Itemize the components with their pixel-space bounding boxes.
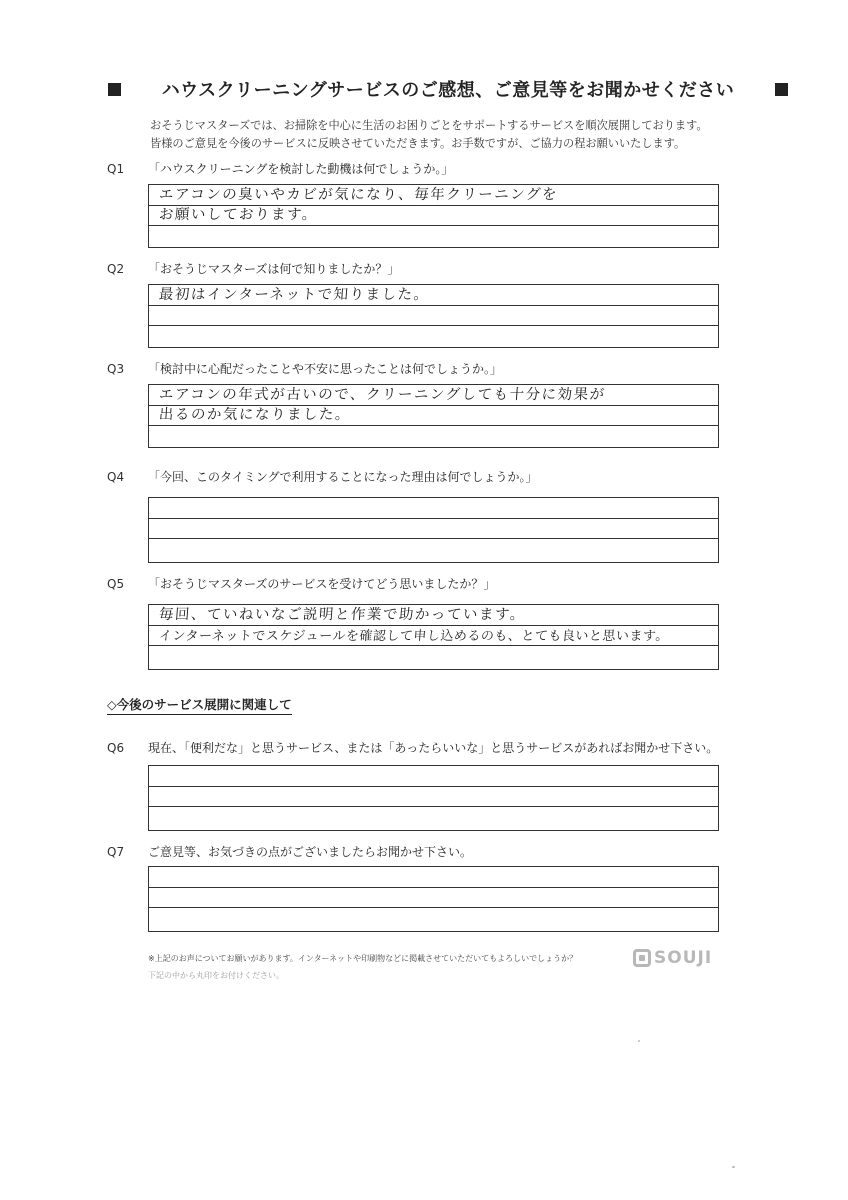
answer-box[interactable] <box>148 866 719 932</box>
answer-box[interactable] <box>148 384 719 448</box>
answer-box[interactable] <box>148 604 719 670</box>
question-label: Q6 <box>107 741 125 755</box>
scan-speck <box>732 1166 735 1168</box>
answer-line <box>149 498 718 519</box>
intro-line: 皆様のご意見を今後のサービスに反映させていただきます。お手数ですが、ご協力の程お願いいたします。 <box>150 137 686 150</box>
intro-line: おそうじマスターズでは、お掃除を中心に生活のお困りごとをサポートするサービスを順次展開しております。 <box>150 119 708 132</box>
square-bullet-icon <box>775 83 788 96</box>
square-bullet-icon <box>108 83 121 96</box>
handwritten-answer: インターネットでスケジュールを確認して申し込めるのも、とても良いと思います。 <box>158 629 670 644</box>
question-text: 「おそうじマスターズのサービスを受けてどう思いましたか？」 <box>148 577 496 591</box>
footnote-line: ※上記のお声についてお願いがあります。インターネットや印刷物などに掲載させていただいてもよろしいでしょうか？ <box>148 954 578 963</box>
answer-line <box>149 867 718 888</box>
answer-line <box>149 626 718 647</box>
company-logo <box>633 946 725 970</box>
answer-line <box>149 646 718 667</box>
answer-line <box>149 519 718 540</box>
footnote <box>148 950 628 984</box>
answer-box[interactable] <box>148 497 719 563</box>
question-text: 現在、「便利だな」と思うサービス、または「あったらいいな」と思うサービスがあればお聞かせ下さい。 <box>148 741 719 755</box>
answer-line <box>149 206 718 227</box>
answer-line <box>149 326 718 347</box>
answer-line <box>149 285 718 306</box>
answer-box[interactable] <box>148 184 719 248</box>
answer-line <box>149 605 718 626</box>
question-text: ご意見等、お気づきの点がございましたらお聞かせ下さい。 <box>148 845 473 859</box>
question-label: Q1 <box>107 162 125 176</box>
form-title <box>108 76 788 102</box>
answer-line <box>149 908 718 929</box>
intro-text <box>150 117 790 153</box>
answer-line <box>149 306 718 327</box>
question-text: 「ハウスクリーニングを検討した動機は何でしょうか。」 <box>148 162 454 176</box>
question-text: 「検討中に心配だったことや不安に思ったことは何でしょうか。」 <box>148 362 503 376</box>
answer-line <box>149 406 718 427</box>
answer-box[interactable] <box>148 284 719 348</box>
title-text: ハウスクリーニングサービスのご感想、ご意見等をお聞かせください <box>161 80 735 101</box>
handwritten-answer: エアコンの臭いやカビが気になり、毎年クリーニングを <box>158 186 559 203</box>
footnote-line: 下記の中から丸印をお付けください。 <box>148 971 284 980</box>
question-label: Q5 <box>107 577 125 591</box>
answer-line <box>149 807 718 828</box>
answer-line <box>149 539 718 560</box>
answer-line <box>149 766 718 787</box>
handwritten-answer: 出るのか気になりました。 <box>158 407 352 423</box>
question-label: Q3 <box>107 362 125 376</box>
section-heading: ◇今後のサービス展開に関連して <box>107 695 292 715</box>
handwritten-answer: 毎回、ていねいなご説明と作業で助かっています。 <box>158 606 527 623</box>
handwritten-answer: エアコンの年式が古いので、クリーニングしても十分に効果が <box>158 386 607 403</box>
handwritten-answer: 最初はインターネットで知りました。 <box>158 286 431 303</box>
question-label: Q7 <box>107 845 125 859</box>
question-text: 「今回、このタイミングで利用することになった理由は何でしょうか。」 <box>148 470 538 484</box>
answer-line <box>149 787 718 808</box>
question-text: 「おそうじマスターズは何で知りましたか？」 <box>148 262 400 276</box>
handwritten-answer: お願いしております。 <box>158 207 319 223</box>
answer-line <box>149 888 718 909</box>
answer-line <box>149 426 718 447</box>
answer-box[interactable] <box>148 765 719 831</box>
scan-speck <box>638 1040 640 1042</box>
logo-text: SOUJI <box>654 948 713 968</box>
answer-line <box>149 226 718 247</box>
question-label: Q2 <box>107 262 125 276</box>
logo-mark-icon <box>633 949 651 967</box>
question-label: Q4 <box>107 470 125 484</box>
